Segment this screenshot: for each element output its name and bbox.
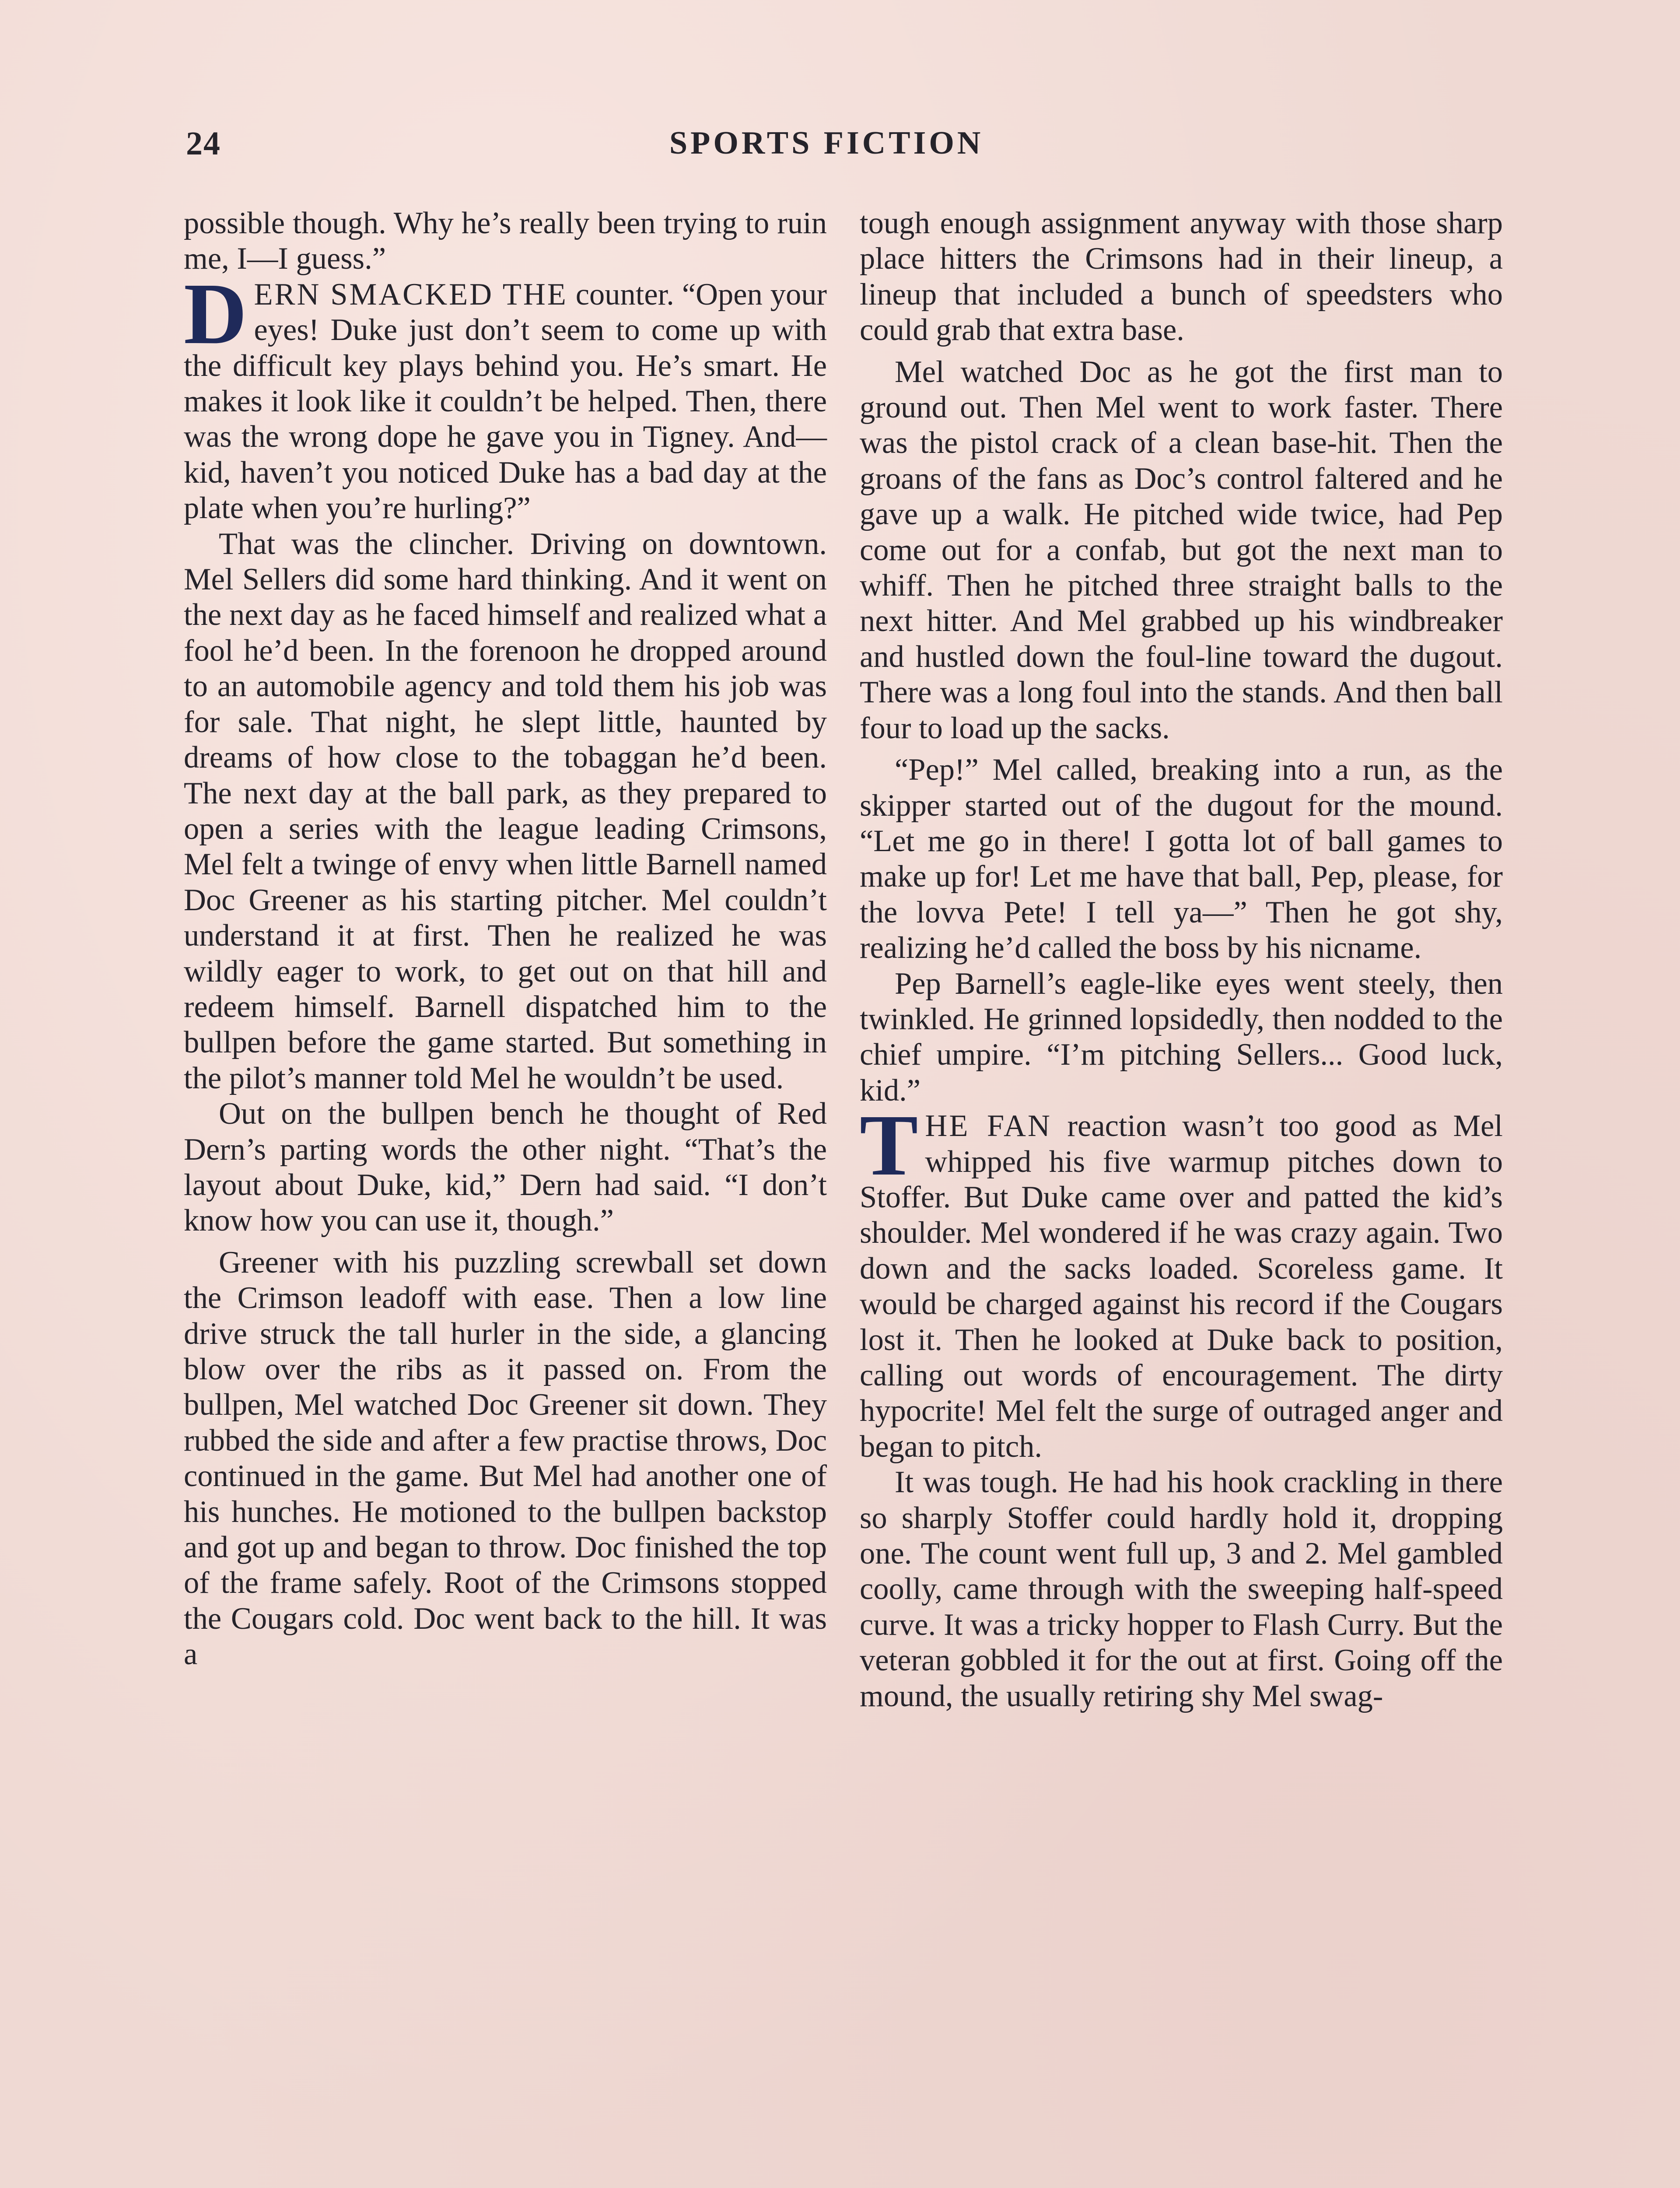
page-header <box>0 125 1680 168</box>
paragraph: “Pep!” Mel called, breaking into a run, as the skipper started out of the dugout for the mound. “Let me go in there! I gotta lot of ball games to make up for! Let me have that ball, Pep, please, for the lovva Pete! I tell ya—” Then he got shy, realizing he’d called the boss by his nicname. <box>860 753 1503 965</box>
paragraph: Out on the bullpen bench he thought of Red Dern’s parting words the other night. “That’s the layout about Duke, kid,” Dern had said. “I don’t know how you can use it, though.” <box>184 1097 827 1238</box>
paragraph: possible though. Why he’s really been trying to ruin me, I—I guess.” <box>184 206 827 276</box>
paragraph-text: reaction wasn’t too good as Mel whipped his five warmup pitches down to Stoffer. But Duke came over and patted the kid’s shoulder. Mel wondered if he was crazy again. Two down and the sacks loaded. Scoreless game. It would be charged against his record if the Cougars lost it. Then he looked at Duke back to position, calling out words of encouragement. The dirty hypocrite! Mel felt the surge of outraged anger and began to pitch. <box>860 1109 1503 1464</box>
paragraph: It was tough. He had his hook crackling in there so sharply Stoffer could hardly hold it, dropping one. The count went full up, 3 and 2. Mel gambled coolly, came through with the sweeping half-speed curve. It was a tricky hopper to Flash Curry. But the veteran gobbled it for the out at first. Going off the mound, the usually retiring shy Mel swag- <box>860 1465 1503 1713</box>
running-head: SPORTS FICTION <box>669 125 984 161</box>
lead-in-text: ERN SMACKED THE <box>254 277 568 312</box>
left-column <box>184 206 827 1673</box>
right-column <box>860 206 1503 1714</box>
drop-cap: D <box>184 265 247 362</box>
dropcap-paragraph <box>184 265 827 526</box>
page-number: 24 <box>186 125 221 162</box>
paragraph: Mel watched Doc as he got the first man to ground out. Then Mel went to work faster. There was the pistol crack of a clean base-hit. Then the groans of the fans as Doc’s control faltered and he gave up a walk. He pitched wide twice, had Pep come out for a confab, but got the next man to whiff. Then he pitched three straight balls to the next hitter. And Mel grabbed up his windbreaker and hustled down the foul-line toward the dugout. There was a long foul into the stands. And then ball four to load up the sacks. <box>860 354 1503 745</box>
paragraph: tough enough assignment anyway with those sharp place hitters the Crimsons had in their lineup, a lineup that included a bunch of speedsters who could grab that extra base. <box>860 206 1503 347</box>
paragraph: That was the clincher. Driving on downtown. Mel Sellers did some hard thinking. And it went on the next day as he faced himself and realized what a fool he’d been. In the forenoon he dropped around to an automobile agency and told them his job was for sale. That night, he slept little, haunted by dreams of how close to the tobaggan he’d been. The next day at the ball park, as they prepared to open a series with the league leading Crimsons, Mel felt a twinge of envy when little Barnell named Doc Greener as his starting pitcher. Mel couldn’t understand it at first. Then he realized he was wildly eager to work, to get out on that hill and redeem himself. Barnell dispatched him to the bullpen before the game started. But something in the pilot’s manner told Mel he wouldn’t be used. <box>184 526 827 1095</box>
dropcap-paragraph <box>860 1097 1503 1465</box>
paragraph: Pep Barnell’s eagle-like eyes went steely, then twinkled. He grinned lopsidedly, then nodded to the chief umpire. “I’m pitching Sellers... Good luck, kid.” <box>860 966 1503 1108</box>
drop-cap: T <box>860 1097 918 1194</box>
lead-in-text: HE FAN <box>925 1109 1052 1143</box>
paragraph-text: counter. “Open your eyes! Duke just don’t seem to come up with the difficult key plays behind you. He’s smart. He makes it look like it couldn’t be helped. Then, there was the wrong dope he gave you in Tigney. And—kid, haven’t you noticed Duke has a bad day at the plate when you’re hurling?” <box>184 277 827 526</box>
paragraph: Greener with his puzzling screwball set down the Crimson leadoff with ease. Then a low line drive struck the tall hurler in the side, a glancing blow over the ribs as it passed on. From the bullpen, Mel watched Doc Greener sit down. They rubbed the side and after a few practise throws, Doc continued in the game. But Mel had another one of his hunches. He motioned to the bullpen backstop and got up and began to throw. Doc finished the top of the frame safely. Root of the Crimsons stopped the Cougars cold. Doc went back to the hill. It was a <box>184 1245 827 1672</box>
